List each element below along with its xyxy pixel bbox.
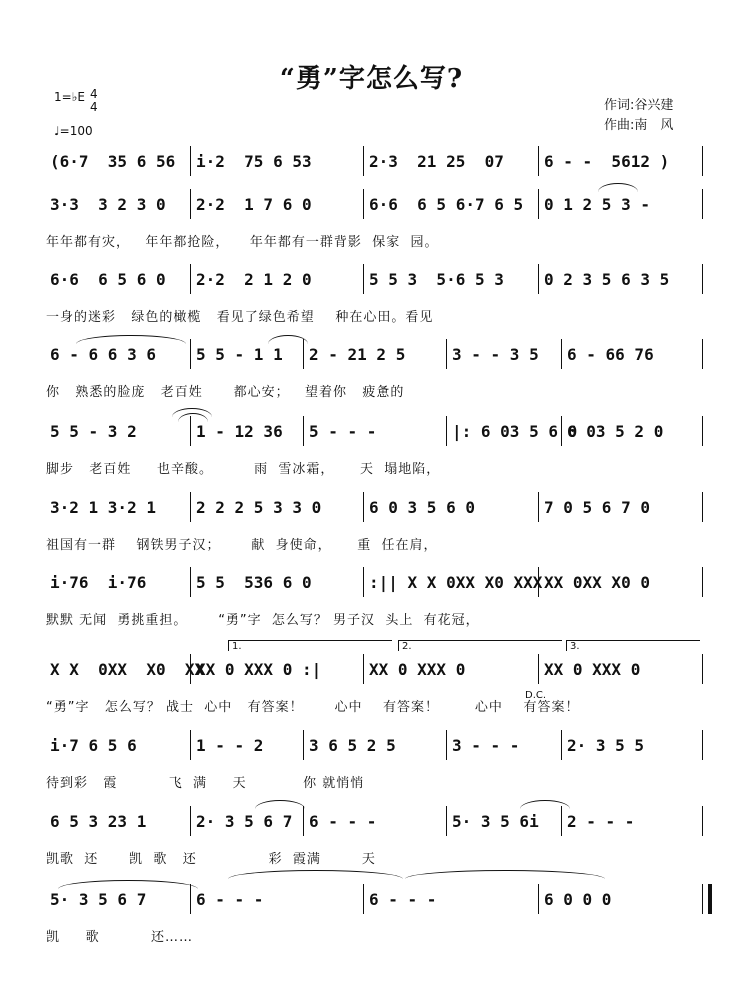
barline xyxy=(702,264,703,294)
measure: 2· 3 5 6 7 xyxy=(196,812,293,831)
lyrics-line: 祖国有一群 钢铁男子汉； 献 身使命， 重 任在肩， xyxy=(46,538,438,553)
barline xyxy=(538,567,539,597)
time-signature xyxy=(90,88,98,114)
measure: 0 2 3 5 6 3 5 xyxy=(544,270,670,289)
tempo-marking: ♩=100 xyxy=(54,124,93,138)
barline xyxy=(702,654,703,684)
measure: 2 - 21 2 5 xyxy=(309,345,406,364)
music-row xyxy=(0,736,743,762)
barline xyxy=(190,806,191,836)
lyrics-line: 一身的迷彩 绿色的橄榄 看见了绿色希望 种在心田。看见 xyxy=(46,310,434,325)
measure: 3 - - - xyxy=(452,736,520,755)
measure: 3 6 5 2 5 xyxy=(309,736,396,755)
barline xyxy=(702,492,703,522)
slur-arc xyxy=(268,335,308,344)
measure: 6 0 3 5 6 0 xyxy=(369,498,475,517)
barline xyxy=(363,654,364,684)
measure: 5 5 536 6 0 xyxy=(196,573,312,592)
barline xyxy=(538,492,539,522)
barline xyxy=(190,730,191,760)
measure: XX 0 XXX 0 xyxy=(369,660,466,679)
barline xyxy=(538,264,539,294)
barline xyxy=(446,339,447,369)
measure: XX 0 XXX 0 :| xyxy=(196,660,322,679)
music-row xyxy=(0,195,743,221)
measure: 2·3 21 25 07 xyxy=(369,152,504,171)
lyrics-line: “勇”字 怎么写？ 战士 心中 有答案！ 心中 有答案！ 心中 有答案！ xyxy=(46,700,580,715)
lyrics-line: 年年都有灾， 年年都抢险， 年年都有一群背影 保家 园。 xyxy=(46,235,439,250)
music-row xyxy=(0,152,743,178)
measure: 2·2 1 7 6 0 xyxy=(196,195,312,214)
lyrics-line: 默默 无闻 勇挑重担。 “勇”字 怎么写？ 男子汉 头上 有花冠， xyxy=(46,613,480,628)
barline xyxy=(190,339,191,369)
measure: i·7 6 5 6 xyxy=(50,736,137,755)
volta-bracket: 3. xyxy=(566,640,700,651)
measure: 6 03 5 2 0 xyxy=(567,422,664,441)
measure: 6 - 66 76 xyxy=(567,345,654,364)
barline xyxy=(538,884,539,914)
barline xyxy=(702,806,703,836)
barline xyxy=(363,264,364,294)
slur-arc xyxy=(255,800,305,809)
barline xyxy=(190,264,191,294)
barline xyxy=(702,189,703,219)
lyrics-line: 你 熟悉的脸庞 老百姓 都心安； 望着你 疲惫的 xyxy=(46,385,405,400)
measure: 5 5 - 3 2 xyxy=(50,422,137,441)
measure: (6·7 35 6 56 xyxy=(50,152,176,171)
barline xyxy=(363,146,364,176)
measure: 6 - 6 6 3 6 xyxy=(50,345,156,364)
music-row xyxy=(0,573,743,599)
measure: XX 0XX X0 0 xyxy=(544,573,650,592)
measure: XX 0 XXX 0 xyxy=(544,660,641,679)
music-row xyxy=(0,498,743,524)
lyrics-line: 凯 歌 还…… xyxy=(46,930,193,945)
time-top: 4 xyxy=(90,87,98,101)
measure: 6 - - - xyxy=(369,890,437,909)
barline xyxy=(303,730,304,760)
music-row xyxy=(0,812,743,838)
barline xyxy=(561,730,562,760)
measure: 5 5 3 5·6 5 3 xyxy=(369,270,504,289)
measure: 6·6 6 5 6·7 6 5 xyxy=(369,195,524,214)
measure: 5· 3 5 6i xyxy=(452,812,539,831)
measure: 5· 3 5 6 7 xyxy=(50,890,147,909)
music-row xyxy=(0,422,743,448)
barline xyxy=(363,567,364,597)
measure: 7 0 5 6 7 0 xyxy=(544,498,650,517)
barline xyxy=(363,189,364,219)
da-capo-marking: D.C. xyxy=(525,690,547,701)
measure: 2 2 2 5 3 3 0 xyxy=(196,498,322,517)
measure: |: 6 03 5 6 0 xyxy=(452,422,578,441)
barline xyxy=(702,884,712,914)
lyricist: 作词:谷兴建 xyxy=(604,98,674,113)
measure: 0 1 2 5 3 - xyxy=(544,195,650,214)
measure: 6 - - 5612 ) xyxy=(544,152,670,171)
slur-arc xyxy=(76,335,186,344)
barline xyxy=(561,339,562,369)
measure: 3 - - 3 5 xyxy=(452,345,539,364)
measure: 3·3 3 2 3 0 xyxy=(50,195,166,214)
barline xyxy=(538,146,539,176)
barline xyxy=(190,492,191,522)
song-title: “勇”字怎么写? xyxy=(279,64,464,94)
measure: 5 5 - 1 1 xyxy=(196,345,283,364)
measure: 3·2 1 3·2 1 xyxy=(50,498,156,517)
barline xyxy=(446,806,447,836)
barline xyxy=(190,654,191,684)
barline xyxy=(303,806,304,836)
barline xyxy=(190,146,191,176)
volta-bracket: 2. xyxy=(398,640,562,651)
barline xyxy=(702,730,703,760)
lyrics-line: 凯歌 还 凯 歌 还 彩 霞满 天 xyxy=(46,852,376,867)
measure: 6 0 0 0 xyxy=(544,890,612,909)
lyrics-line: 待到彩 霞 飞 满 天 你 就悄悄 xyxy=(46,776,365,791)
barline xyxy=(190,189,191,219)
music-row xyxy=(0,345,743,371)
slur-arc xyxy=(520,800,570,809)
barline xyxy=(363,492,364,522)
barline xyxy=(702,567,703,597)
credits xyxy=(604,96,673,136)
key-signature xyxy=(54,87,98,114)
measure: 1 - 12 36 xyxy=(196,422,283,441)
measure: i·76 i·76 xyxy=(50,573,147,592)
slur-arc xyxy=(598,183,638,192)
music-row xyxy=(0,270,743,296)
measure: 6 - - - xyxy=(309,812,377,831)
slur-arc xyxy=(58,880,198,889)
measure: :|| X X 0XX X0 XXX xyxy=(369,573,543,592)
time-bottom: 4 xyxy=(90,100,98,114)
barline xyxy=(303,416,304,446)
music-row xyxy=(0,890,743,916)
measure: X X 0XX X0 XX xyxy=(50,660,205,679)
key-label: 1=♭E xyxy=(54,90,85,104)
composer: 作曲:南 风 xyxy=(604,118,674,133)
slur-arc xyxy=(405,870,605,879)
measure: 6 - - - xyxy=(196,890,264,909)
measure: 2·2 2 1 2 0 xyxy=(196,270,312,289)
measure: 6·6 6 5 6 0 xyxy=(50,270,166,289)
barline xyxy=(538,189,539,219)
volta-bracket: 1. xyxy=(228,640,392,651)
measure: 2 - - - xyxy=(567,812,635,831)
barline xyxy=(363,884,364,914)
slur-arc xyxy=(228,870,403,879)
measure: 5 - - - xyxy=(309,422,377,441)
lyrics-line: 脚步 老百姓 也辛酸。 雨 雪冰霜， 天 塌地陷， xyxy=(46,462,441,477)
measure: 1 - - 2 xyxy=(196,736,264,755)
barline xyxy=(702,339,703,369)
measure: i·2 75 6 53 xyxy=(196,152,312,171)
barline xyxy=(702,146,703,176)
barline xyxy=(561,806,562,836)
barline xyxy=(446,416,447,446)
barline xyxy=(561,416,562,446)
music-row xyxy=(0,660,743,686)
barline xyxy=(446,730,447,760)
measure: 6 5 3 23 1 xyxy=(50,812,147,831)
barline xyxy=(538,654,539,684)
barline xyxy=(702,416,703,446)
measure: 2· 3 5 5 xyxy=(567,736,645,755)
barline xyxy=(190,567,191,597)
